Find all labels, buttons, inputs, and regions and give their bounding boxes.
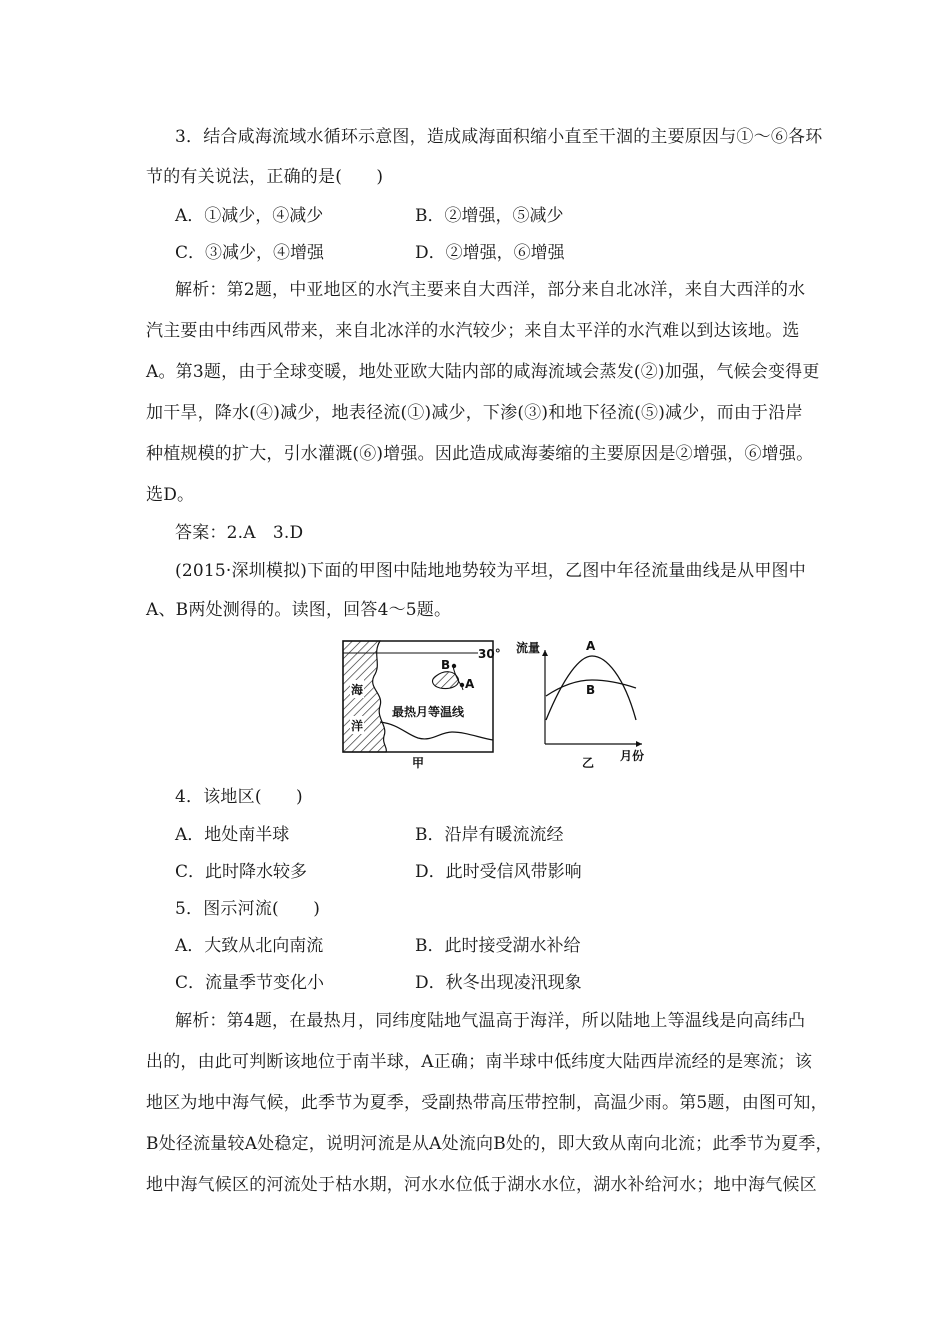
y-axis-label: 流量 xyxy=(516,641,541,655)
series-b-label: B xyxy=(586,683,596,697)
q4-option-d: D．此时受信风带影响 xyxy=(415,862,582,882)
map-jia xyxy=(343,641,501,770)
figure-svg xyxy=(340,636,660,772)
x-axis-label: 月份 xyxy=(620,749,645,763)
x-axis-arrow xyxy=(636,741,642,747)
analysis1-line: 汽主要由中纬西风带来，来自北冰洋的水汽较少；来自太平洋的水汽难以到达该地。选 xyxy=(146,321,800,341)
q5-option-c: C．流量季节变化小 xyxy=(175,973,325,993)
analysis2-line: 解析：第4题，在最热月，同纬度陆地气温高于海洋，所以陆地上等温线是向高纬凸 xyxy=(175,1011,806,1031)
q4-option-b: B．沿岸有暖流流经 xyxy=(415,825,564,845)
analysis2-line: 出的，由此可判断该地位于南半球，A正确；南半球中低纬度大陆西岸流经的是寒流；该 xyxy=(146,1052,813,1072)
chart-yi xyxy=(516,639,644,770)
sea-label-2: 洋 xyxy=(351,719,364,733)
figure-container xyxy=(340,636,660,772)
q3-option-b: B．②增强，⑤减少 xyxy=(415,206,564,226)
point-b-label: B xyxy=(441,658,451,672)
y-axis-arrow xyxy=(542,650,548,656)
analysis1-line: A。第3题，由于全球变暖，地处亚欧大陆内部的咸海流域会蒸发(②)加强，气候会变得更 xyxy=(146,362,820,382)
analysis2-line: 地区为地中海气候，此季节为夏季，受副热带高压带控制，高温少雨。第5题，由图可知， xyxy=(146,1093,828,1113)
analysis2-line: B处径流量较A处稳定，说明河流是从A处流向B处的，即大致从南向北流；此季节为夏季， xyxy=(146,1134,833,1154)
ocean-hatched-area xyxy=(343,641,386,752)
isotherm-label: 最热月等温线 xyxy=(392,705,465,719)
q4-option-a: A．地处南半球 xyxy=(175,825,290,845)
q4-option-c: C．此时降水较多 xyxy=(175,862,308,882)
analysis1-line: 解析：第2题，中亚地区的水汽主要来自大西洋，部分来自北冰洋，来自大西洋的水 xyxy=(175,280,806,300)
intro45-line1: (2015·深圳模拟)下面的甲图中陆地地势较为平坦，乙图中年径流量曲线是从甲图中 xyxy=(175,561,806,581)
q5-stem: 5．图示河流( ) xyxy=(175,899,321,919)
intro45-line2: A、B两处测得的。读图，回答4～5题。 xyxy=(146,600,452,620)
series-a-label: A xyxy=(586,639,596,653)
point-b-marker xyxy=(452,664,456,668)
q3-stem-line2: 节的有关说法，正确的是( ) xyxy=(146,167,384,187)
latitude-label: 30° xyxy=(478,647,501,661)
q4-stem: 4．该地区( ) xyxy=(175,787,303,807)
answer-line: 答案：2.A 3.D xyxy=(175,523,304,543)
analysis1-line: 加干旱，降水(④)减少，地表径流(①)减少，下渗(③)和地下径流(⑤)减少，而由于沿岸 xyxy=(146,403,803,423)
analysis1-line: 种植规模的扩大，引水灌溉(⑥)增强。因此造成咸海萎缩的主要原因是②增强，⑥增强。 xyxy=(146,444,814,464)
analysis1-line: 选D。 xyxy=(146,485,195,505)
chart-caption: 乙 xyxy=(582,756,595,770)
sea-label-1: 海 xyxy=(351,683,364,697)
analysis2-line: 地中海气候区的河流处于枯水期，河水水位低于湖水水位，湖水补给河水；地中海气候区 xyxy=(146,1175,817,1195)
q3-stem-line1: 3．结合咸海流域水循环示意图，造成咸海面积缩小直至干涸的主要原因与①～⑥各环 xyxy=(175,127,823,147)
q3-option-a: A．①减少，④减少 xyxy=(175,206,324,226)
point-a-label: A xyxy=(465,677,475,691)
q3-option-c: C．③减少，④增强 xyxy=(175,243,325,263)
lake-shape xyxy=(433,672,459,689)
q5-option-a: A．大致从北向南流 xyxy=(175,936,324,956)
map-caption: 甲 xyxy=(412,756,425,770)
q3-option-d: D．②增强，⑥增强 xyxy=(415,243,565,263)
q5-option-d: D．秋冬出现凌汛现象 xyxy=(415,973,582,993)
point-a-marker xyxy=(460,683,464,687)
isotherm-line xyxy=(380,722,493,740)
q5-option-b: B．此时接受湖水补给 xyxy=(415,936,581,956)
